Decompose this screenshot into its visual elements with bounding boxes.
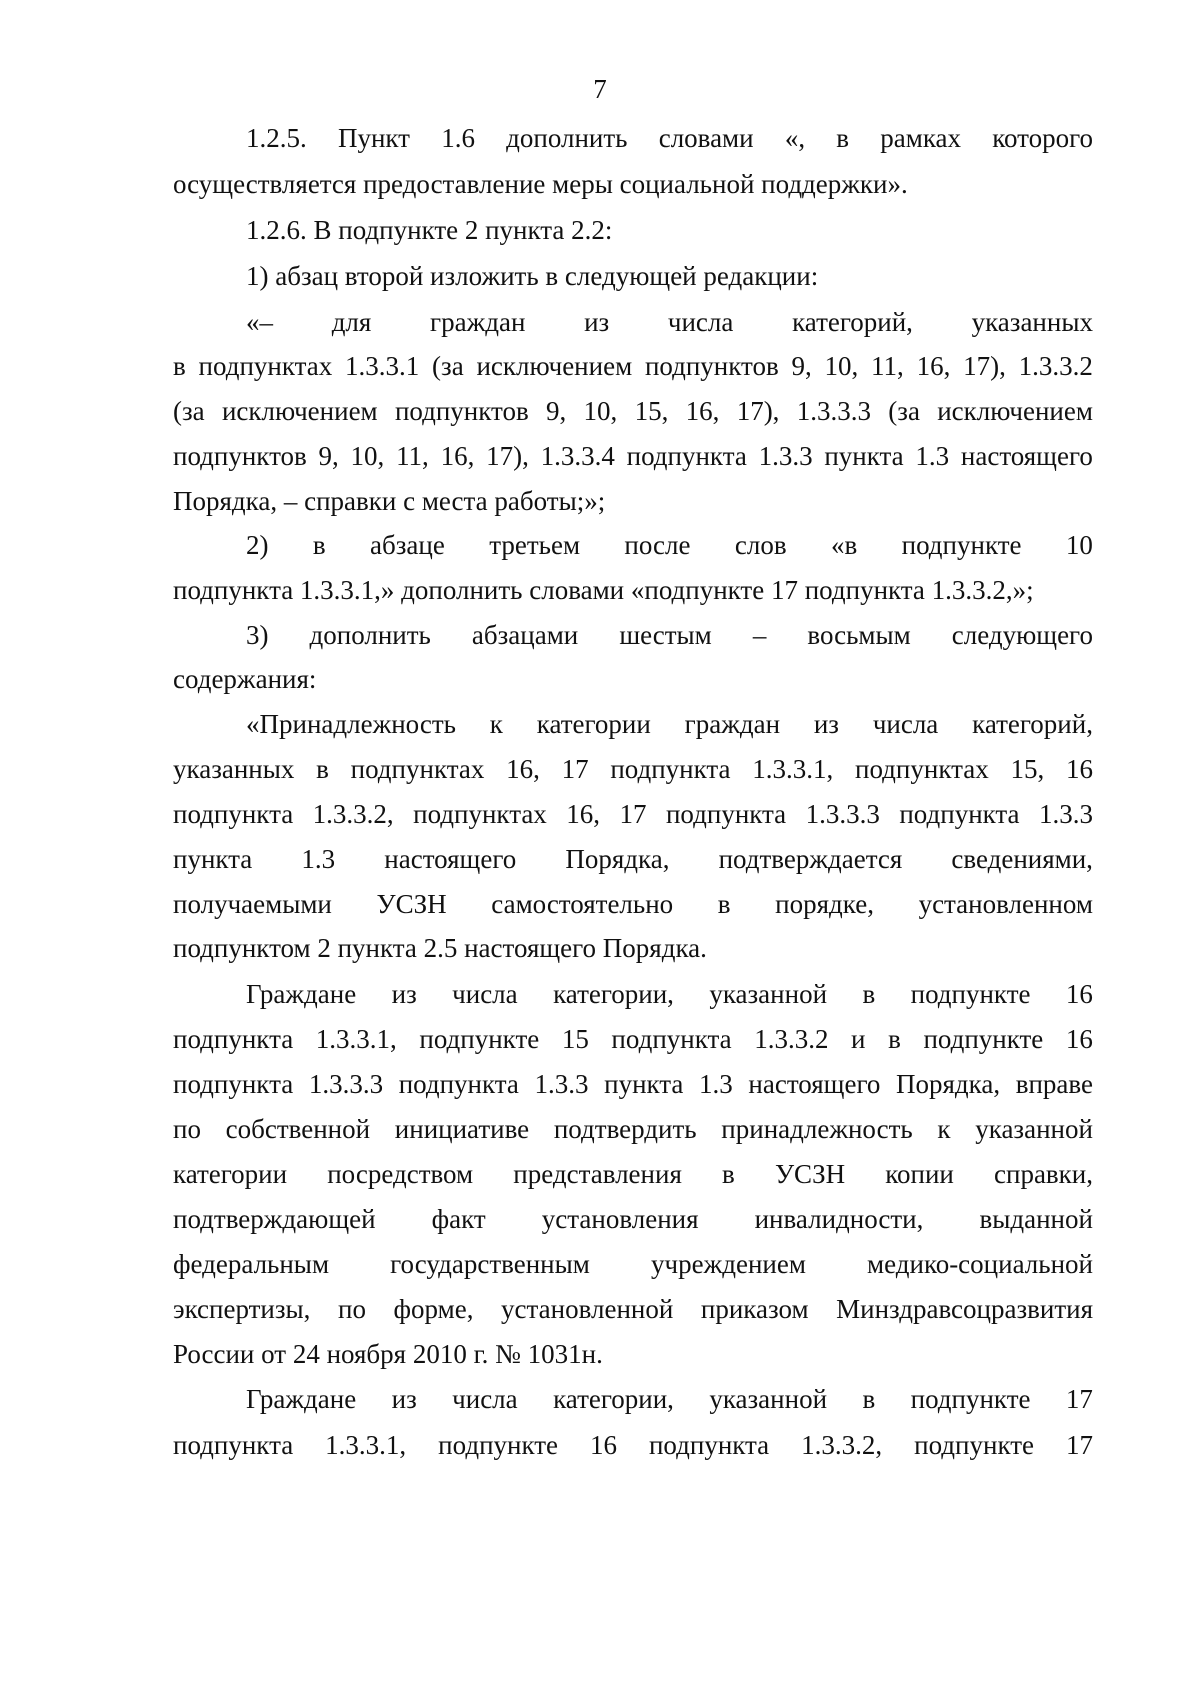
word: 1.3.3.3 bbox=[796, 396, 871, 426]
word: подпунктов bbox=[394, 396, 529, 426]
word: дополнить bbox=[309, 620, 431, 650]
word: восьмым bbox=[807, 620, 911, 650]
word: «, bbox=[784, 123, 806, 153]
word: подпунктов bbox=[173, 441, 307, 471]
text-line bbox=[173, 1021, 1093, 1057]
word: абзаце bbox=[370, 530, 445, 560]
text-line bbox=[173, 841, 1093, 877]
word: в bbox=[722, 1159, 735, 1189]
word: 16, bbox=[506, 754, 540, 784]
word: – bbox=[752, 620, 767, 650]
word: подпунктах bbox=[198, 351, 333, 381]
word: подпункта bbox=[899, 799, 1020, 829]
word: указанных bbox=[173, 754, 295, 784]
word: 17 bbox=[619, 799, 647, 829]
word: 1.3.3.1, bbox=[325, 1430, 407, 1460]
word: «в bbox=[831, 530, 858, 560]
word: настоящего bbox=[384, 844, 517, 874]
text-line bbox=[173, 1111, 1093, 1147]
word: 1.3.3.2, bbox=[312, 799, 394, 829]
word: в bbox=[836, 123, 850, 153]
text-line: подпункта 1.3.3.1,» дополнить словами «подпункте 17 подпункта 1.3.3.2,»; bbox=[173, 575, 1034, 605]
word: подпункте bbox=[901, 530, 1022, 560]
word: 1.3.3.2 bbox=[754, 1024, 829, 1054]
word: инвалидности, bbox=[754, 1204, 924, 1234]
word: настоящего bbox=[748, 1069, 881, 1099]
word: справки, bbox=[994, 1159, 1093, 1189]
word: самостоятельно bbox=[491, 889, 674, 919]
text-line bbox=[173, 751, 1093, 787]
word: подпункта bbox=[173, 1024, 294, 1054]
word: числа bbox=[452, 1384, 518, 1414]
word: 1.3.3.1, bbox=[752, 754, 834, 784]
text-line bbox=[173, 348, 1093, 384]
word: приказом bbox=[700, 1294, 809, 1324]
word: подпункта bbox=[173, 1430, 294, 1460]
word: из bbox=[813, 709, 839, 739]
word: инициативе bbox=[394, 1114, 530, 1144]
word: числа bbox=[872, 709, 939, 739]
word: категории bbox=[536, 709, 651, 739]
text-line: содержания: bbox=[173, 664, 317, 694]
word: подпункте bbox=[419, 1024, 540, 1054]
word: подпункта bbox=[610, 754, 731, 784]
word: 11, bbox=[396, 441, 429, 471]
word: по bbox=[338, 1294, 366, 1324]
word: Пункт bbox=[337, 123, 410, 153]
word: подпункте bbox=[914, 1430, 1034, 1460]
word: третьем bbox=[489, 530, 581, 560]
word: указанной bbox=[709, 1384, 828, 1414]
word: «Принадлежность bbox=[246, 709, 456, 739]
word: подтверждающей bbox=[173, 1204, 376, 1234]
word: 10, bbox=[824, 351, 859, 381]
word: подпункта bbox=[665, 799, 787, 829]
word: медико-социальной bbox=[867, 1249, 1093, 1279]
word: 1.3 bbox=[915, 441, 950, 471]
word: Порядка, bbox=[565, 844, 670, 874]
text-line bbox=[173, 1291, 1093, 1327]
word: 1.3.3.3 bbox=[805, 799, 880, 829]
word: исключением bbox=[937, 396, 1093, 426]
word: слов bbox=[734, 530, 787, 560]
text-line bbox=[173, 886, 1093, 922]
word: для bbox=[331, 307, 372, 337]
word: 1.3.3.3 bbox=[308, 1069, 384, 1099]
word: словами bbox=[658, 123, 754, 153]
word: граждан bbox=[430, 307, 526, 337]
text-line bbox=[246, 976, 1093, 1012]
word: 2) bbox=[246, 530, 269, 560]
word: из bbox=[391, 1384, 417, 1414]
page-number: 7 bbox=[593, 74, 607, 104]
text-line bbox=[173, 1066, 1093, 1102]
word: подпункте bbox=[910, 1384, 1031, 1414]
word: указанной bbox=[975, 1114, 1093, 1144]
word: представления bbox=[513, 1159, 682, 1189]
word: сведениями, bbox=[951, 844, 1093, 874]
word: в bbox=[888, 1024, 901, 1054]
word: по bbox=[173, 1114, 201, 1144]
word: абзацами bbox=[471, 620, 579, 650]
word: собственной bbox=[225, 1114, 371, 1144]
word: подпункта bbox=[626, 441, 747, 471]
word: 10 bbox=[1065, 530, 1093, 560]
word: в bbox=[312, 530, 326, 560]
word: подтверждается bbox=[718, 844, 903, 874]
word: 17 bbox=[1065, 1430, 1093, 1460]
word: УСЗН bbox=[774, 1159, 846, 1189]
text-line bbox=[173, 796, 1093, 832]
word: 10, bbox=[350, 441, 385, 471]
word: федеральным bbox=[173, 1249, 330, 1279]
word: категорий, bbox=[792, 307, 913, 337]
word: которого bbox=[992, 123, 1093, 153]
word: 17), bbox=[736, 396, 780, 426]
word: (за bbox=[432, 351, 464, 381]
word: 15, bbox=[1010, 754, 1045, 784]
word: (за bbox=[888, 396, 920, 426]
word: получаемыми bbox=[173, 889, 332, 919]
word: следующего bbox=[951, 620, 1093, 650]
word: 17 bbox=[561, 754, 589, 784]
word: 1.3.3.4 bbox=[540, 441, 615, 471]
word: «– bbox=[246, 307, 273, 337]
word: в bbox=[862, 979, 876, 1009]
text-line: осуществляется предоставление меры социальной поддержки». bbox=[173, 169, 908, 199]
text-line bbox=[173, 393, 1093, 429]
word: пункта bbox=[824, 441, 904, 471]
word: подпункта bbox=[173, 1069, 294, 1099]
word: 1.3.3 bbox=[1039, 799, 1093, 829]
word: 1.3.3 bbox=[758, 441, 813, 471]
text-line bbox=[246, 527, 1093, 563]
text-line: 1) абзац второй изложить в следующей редакции: bbox=[246, 261, 819, 291]
word: принадлежность bbox=[721, 1114, 913, 1144]
word: подпунктах bbox=[350, 754, 485, 784]
word: 9, bbox=[318, 441, 339, 471]
word: 1.6 bbox=[441, 123, 475, 153]
word: шестым bbox=[619, 620, 712, 650]
word: рамках bbox=[880, 123, 962, 153]
word: исключением bbox=[476, 351, 633, 381]
word: подпунктах bbox=[855, 754, 989, 784]
word: к bbox=[937, 1114, 951, 1144]
word: 16 bbox=[1065, 754, 1093, 784]
text-line bbox=[173, 438, 1093, 474]
word: числа bbox=[452, 979, 518, 1009]
word: 1.3 bbox=[699, 1069, 733, 1099]
word: исключением bbox=[221, 396, 378, 426]
text-line bbox=[246, 1381, 1093, 1417]
word: 16 bbox=[1065, 1024, 1093, 1054]
word: в bbox=[862, 1384, 876, 1414]
word: 3) bbox=[246, 620, 269, 650]
word: Граждане bbox=[246, 1384, 357, 1414]
word: Порядка, bbox=[895, 1069, 1001, 1099]
word: Граждане bbox=[246, 979, 357, 1009]
text-line bbox=[173, 1201, 1093, 1237]
text-line bbox=[246, 617, 1093, 653]
word: 1.3.3 bbox=[534, 1069, 589, 1099]
word: порядке, bbox=[775, 889, 874, 919]
word: в bbox=[173, 351, 186, 381]
word: в bbox=[316, 754, 329, 784]
word: 15 bbox=[561, 1024, 589, 1054]
word: (за bbox=[173, 396, 205, 426]
word: числа bbox=[667, 307, 734, 337]
word: категории, bbox=[553, 1384, 674, 1414]
word: копии bbox=[885, 1159, 954, 1189]
word: установленном bbox=[918, 889, 1093, 919]
word: 10, bbox=[583, 396, 618, 426]
word: подпункта bbox=[611, 1024, 732, 1054]
word: 1.2.5. bbox=[246, 123, 307, 153]
word: 16, bbox=[440, 441, 475, 471]
word: учреждением bbox=[651, 1249, 806, 1279]
word: экспертизы, bbox=[173, 1294, 311, 1324]
text-line bbox=[246, 706, 1093, 742]
word: форме, bbox=[393, 1294, 474, 1324]
word: 17), bbox=[486, 441, 529, 471]
text-line: Порядка, – справки с места работы;»; bbox=[173, 486, 606, 516]
word: подпункте bbox=[923, 1024, 1044, 1054]
text-line bbox=[246, 120, 1093, 156]
word: подпункта bbox=[648, 1430, 770, 1460]
word: после bbox=[624, 530, 691, 560]
word: и bbox=[851, 1024, 866, 1054]
word: 9, bbox=[546, 396, 567, 426]
word: из bbox=[391, 979, 417, 1009]
word: 17 bbox=[1065, 1384, 1093, 1414]
word: 16, bbox=[685, 396, 720, 426]
word: в bbox=[717, 889, 731, 919]
word: подтвердить bbox=[553, 1114, 697, 1144]
text-line bbox=[246, 304, 1093, 340]
word: 16 bbox=[590, 1430, 617, 1460]
text-line: России от 24 ноября 2010 г. № 1031н. bbox=[173, 1339, 603, 1369]
text-line: 1.2.6. В подпункте 2 пункта 2.2: bbox=[246, 215, 613, 245]
text-line: подпунктом 2 пункта 2.5 настоящего Порядка. bbox=[173, 933, 707, 963]
word: пункта bbox=[604, 1069, 684, 1099]
text-line bbox=[173, 1427, 1093, 1463]
word: к bbox=[489, 709, 503, 739]
word: подпункте bbox=[438, 1430, 559, 1460]
word: категории, bbox=[553, 979, 674, 1009]
word: установления bbox=[541, 1204, 699, 1234]
word: дополнить bbox=[506, 123, 628, 153]
word: 17), bbox=[963, 351, 1006, 381]
word: категории bbox=[173, 1159, 288, 1189]
word: установленной bbox=[501, 1294, 674, 1324]
text-line bbox=[173, 1246, 1093, 1282]
word: 16, bbox=[916, 351, 951, 381]
word: категорий, bbox=[972, 709, 1093, 739]
text-line bbox=[173, 1156, 1093, 1192]
word: вправе bbox=[1015, 1069, 1093, 1099]
word: государственным bbox=[390, 1249, 590, 1279]
word: подпунктах bbox=[413, 799, 547, 829]
word: указанных bbox=[971, 307, 1093, 337]
word: УСЗН bbox=[376, 889, 447, 919]
word: пункта bbox=[173, 844, 253, 874]
word: факт bbox=[431, 1204, 486, 1234]
word: Минздравсоцразвития bbox=[836, 1294, 1093, 1324]
word: посредством bbox=[327, 1159, 474, 1189]
word: 9, bbox=[791, 351, 812, 381]
word: 1.3.3.2 bbox=[1018, 351, 1093, 381]
word: выданной bbox=[979, 1204, 1093, 1234]
word: 1.3.3.1 bbox=[345, 351, 420, 381]
word: из bbox=[584, 307, 610, 337]
word: указанной bbox=[709, 979, 828, 1009]
word: подпунктов bbox=[644, 351, 779, 381]
word: подпункта bbox=[398, 1069, 519, 1099]
word: 16 bbox=[1065, 979, 1093, 1009]
word: граждан bbox=[684, 709, 781, 739]
word: 15, bbox=[634, 396, 669, 426]
word: 1.3.3.1, bbox=[315, 1024, 397, 1054]
word: 16, bbox=[566, 799, 601, 829]
word: подпункта bbox=[173, 799, 294, 829]
word: 1.3.3.2, bbox=[801, 1430, 883, 1460]
word: настоящего bbox=[960, 441, 1093, 471]
word: 1.3 bbox=[301, 844, 336, 874]
word: 11, bbox=[871, 351, 904, 381]
word: подпункте bbox=[910, 979, 1031, 1009]
